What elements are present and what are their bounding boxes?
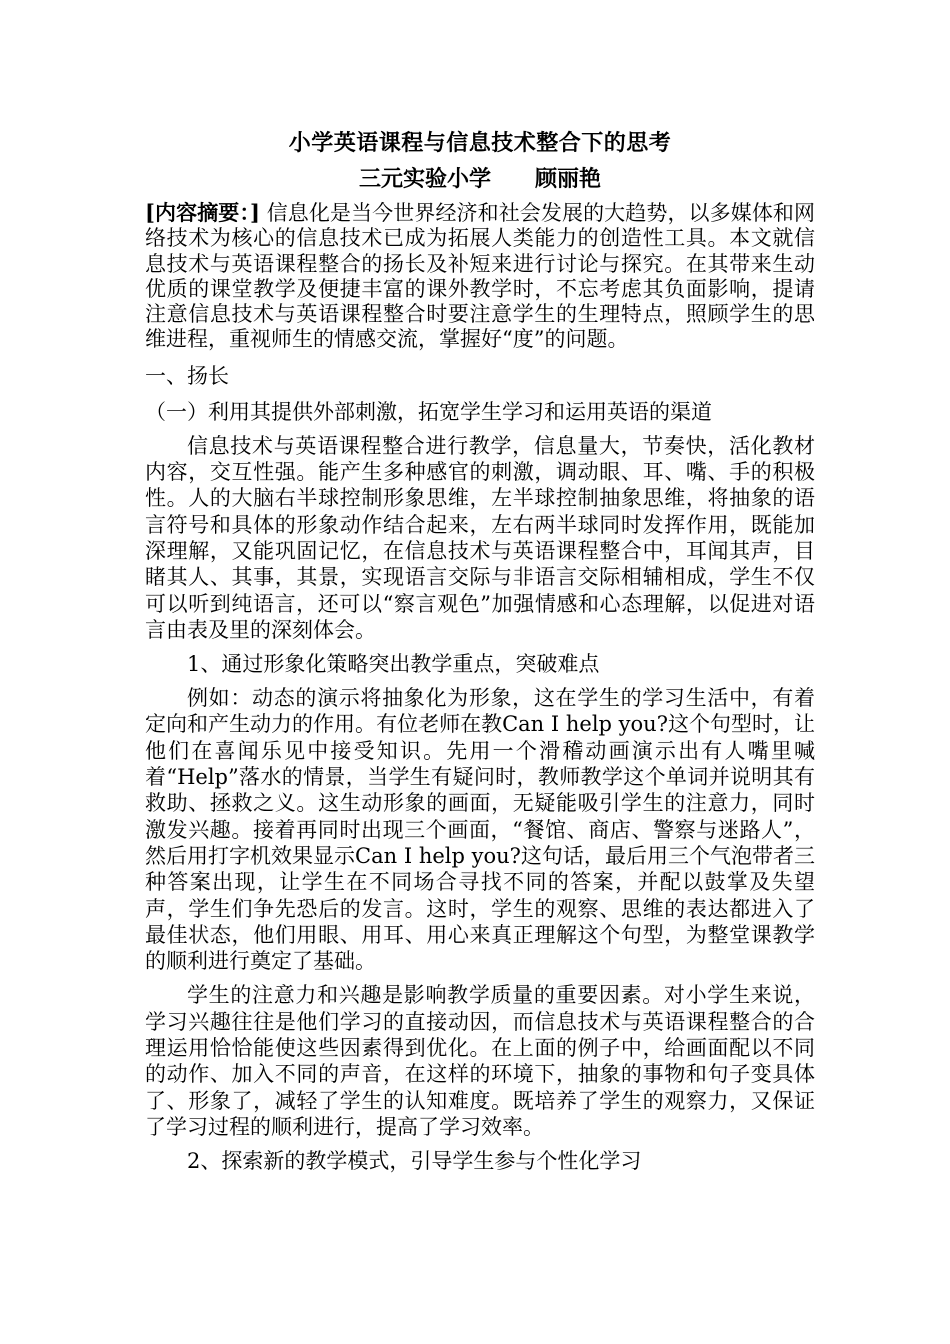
- point-heading-1: 1、通过形象化策略突出教学重点，突破难点: [187, 652, 600, 677]
- body-paragraph-1: 信息技术与英语课程整合进行教学，信息量大，节奏快，活化教材内容，交互性强。能产生多种感官的刺激，调动眼、耳、嘴、手的积极性。人的大脑右半球控制形象思维，左半球控制抽象思维，将抽象的语言符号和具体的形象动作结合起来，左右两半球同时发挥作用，既能加深理解，又能巩固记忆，在信息技术与英语课程整合中，耳闻其声，目睹其人、其事，其景，实现语言交际与非语言交际相辅相成，学生不仅可以听到纯语言，还可以“察言观色”加强情感和心态理解，以促进对语言由表及里的深刻体会。: [145, 433, 815, 642]
- document-title: 小学英语课程与信息技术整合下的思考: [288, 130, 672, 156]
- abstract: [145, 200, 815, 353]
- body-paragraph-2: 例如：动态的演示将抽象化为形象，这在学生的学习生活中，有着定向和产生动力的作用。有位老师在教Can I help you?这个句型时，让他们在喜闻乐见中接受知识。先用一个滑稽动画演示出有人嘴里喊着“Help”落水的情景，当学生有疑问时，教师教学这个单词并说明其有救助、拯救之义。这生动形象的画面，无疑能吸引学生的注意力，同时激发兴趣。接着再同时出现三个画面，“餐馆、商店、警察与迷路人”，然后用打字机效果显示Can I help you?这句话，最后用三个气泡带者三种答案出现，让学生在不同场合寻找不同的答案，并配以鼓掌及失望声，学生们争先恐后的发言。这时，学生的观察、思维的表达都进入了最佳状态，他们用眼、用耳、用心来真正理解这个句型，为整堂课教学的顺利进行奠定了基础。: [145, 686, 815, 974]
- body-paragraph-3: 学生的注意力和兴趣是影响教学质量的重要因素。对小学生来说，学习兴趣往往是他们学习的直接动因，而信息技术与英语课程整合的合理运用恰恰能使这些因素得到优化。在上面的例子中，给画面配以不同的动作、加入不同的声音，在这样的环境下，抽象的事物和句子变具体了、形象了，减轻了学生的认知难度。既培养了学生的观察力，又保证了学习过程的顺利进行，提高了学习效率。: [145, 983, 815, 1139]
- author-name: 顾丽艳: [535, 166, 602, 192]
- subsection-heading: （一）利用其提供外部刺激，拓宽学生学习和运用英语的渠道: [145, 399, 712, 424]
- abstract-text: 信息化是当今世界经济和社会发展的大趋势，以多媒体和网络技术为核心的信息技术已成为拓展人类能力的创造性工具。本文就信息技术与英语课程整合的扬长及补短来进行讨论与探究。在其带来生动优质的课堂教学及便捷丰富的课外教学时，不忘考虑其负面影响，提请注意信息技术与英语课程整合时要注意学生的生理特点，照顾学生的思维进程，重视师生的情感交流，掌握好“度”的问题。: [145, 201, 815, 352]
- byline: [145, 164, 815, 194]
- abstract-label: [内容摘要：]: [145, 200, 260, 225]
- section-heading: 一、扬长: [145, 363, 229, 388]
- school-name: 三元实验小学: [358, 166, 491, 192]
- point-heading-2: 2、探索新的教学模式，引导学生参与个性化学习: [187, 1149, 642, 1174]
- document-page: [145, 128, 815, 1174]
